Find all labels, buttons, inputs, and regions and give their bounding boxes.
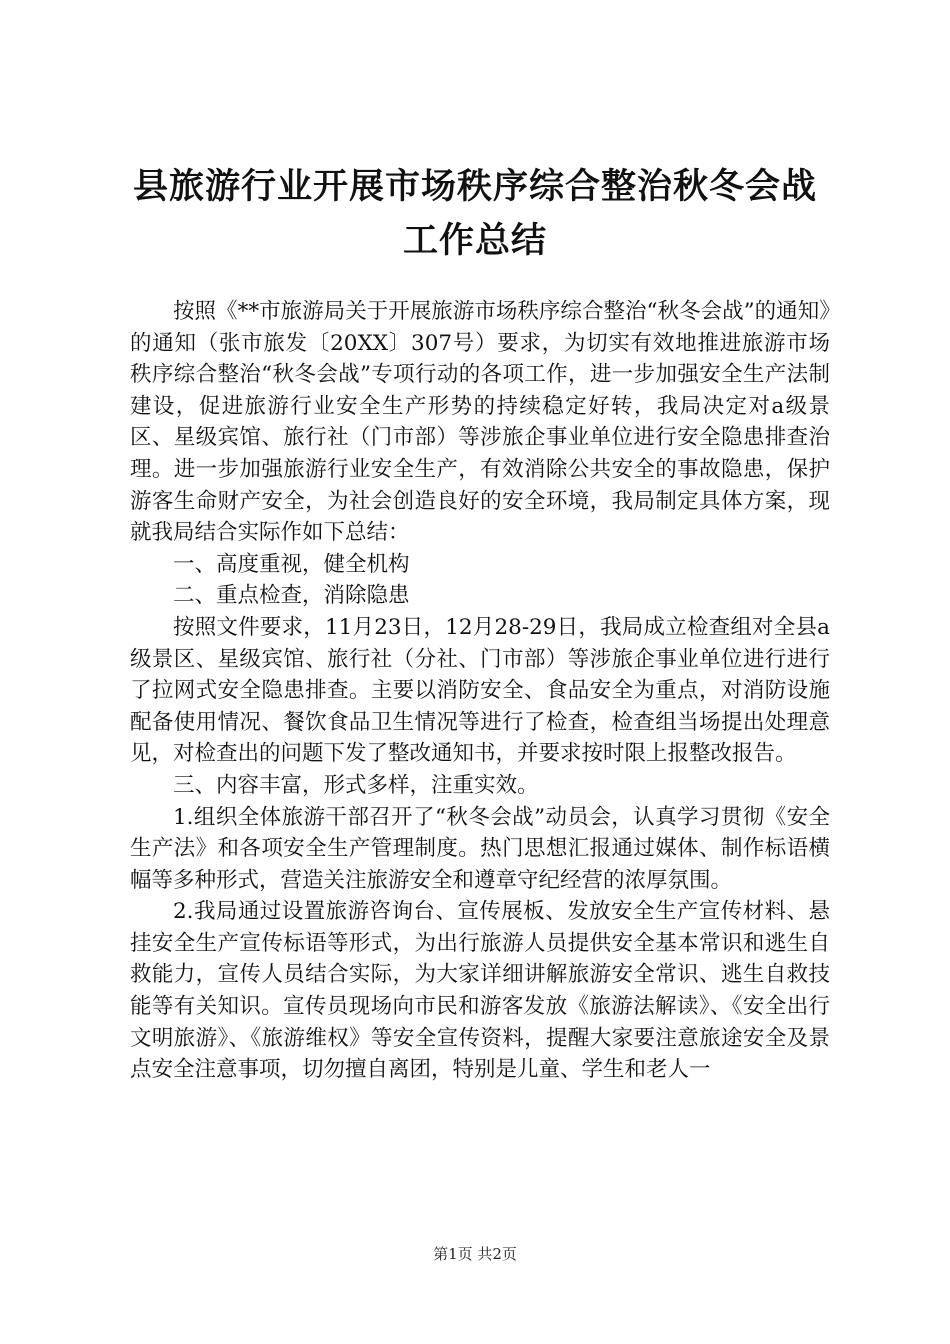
document-body bbox=[130, 296, 830, 1086]
paragraph-item-1: 1.组织全体旅游干部召开了“秋冬会战”动员会，认真学习贯彻《安全生产法》和各项安全生产管理制度。热门思想汇报通过媒体、制作标语横幅等多种形式，营造关注旅游安全和遵章守纪经营的浓厚氛围。 bbox=[130, 804, 830, 893]
paragraph-inspection: 按照文件要求，11月23日，12月28-29日，我局成立检查组对全县a级景区、星级宾馆、旅行社（分社、门市部）等涉旅企事业单位进行进行了拉网式安全隐患排查。主要以消防安全、食品安全为重点，对消防设施配备使用情况、餐饮食品卫生情况等进行了检查，检查组当场提出处理意见，对检查出的问题下发了整改通知书，并要求按时限上报整改报告。 bbox=[130, 614, 830, 767]
heading-section-2: 二、重点检查，消除隐患 bbox=[173, 583, 410, 609]
heading-section-3: 三、内容丰富，形式多样，注重实效。 bbox=[173, 772, 539, 798]
page-number-footer: 第1页 共2页 bbox=[433, 1245, 517, 1263]
heading-section-1: 一、高度重视，健全机构 bbox=[173, 551, 410, 577]
paragraph-item-2: 2.我局通过设置旅游咨询台、宣传展板、发放安全生产宣传材料、悬挂安全生产宣传标语等形式，为出行旅游人员提供安全基本常识和逃生自救能力，宣传人员结合实际，为大家详细讲解旅游安全常识、逃生自救技能等有关知识。宣传员现场向市民和游客发放《旅游法解读》、《安全出行文明旅游》、《旅游维权》等安全宣传资料，提醒大家要注意旅途安全及景点安全注意事项，切勿擅自离团，特别是儿童、学生和老人一 bbox=[130, 899, 830, 1083]
document-title: 县旅游行业开展市场秩序综合整治秋冬会战工作总结 bbox=[132, 167, 817, 261]
paragraph-intro: 按照《**市旅游局关于开展旅游市场秩序综合整治“秋冬会战”的通知》的通知（张市旅发〔20XX〕307号）要求，为切实有效地推进旅游市场秩序综合整治“秋冬会战”专项行动的各项工作，进一步加强安全生产法制建设，促进旅游行业安全生产形势的持续稳定好转，我局决定对a级景区、星级宾馆、旅行社（门市部）等涉旅企事业单位进行安全隐患排查治理。进一步加强旅游行业安全生产，有效消除公共安全的事故隐患，保护游客生命财产安全，为社会创造良好的安全环境，我局制定具体方案，现就我局结合实际作如下总结： bbox=[130, 299, 830, 546]
